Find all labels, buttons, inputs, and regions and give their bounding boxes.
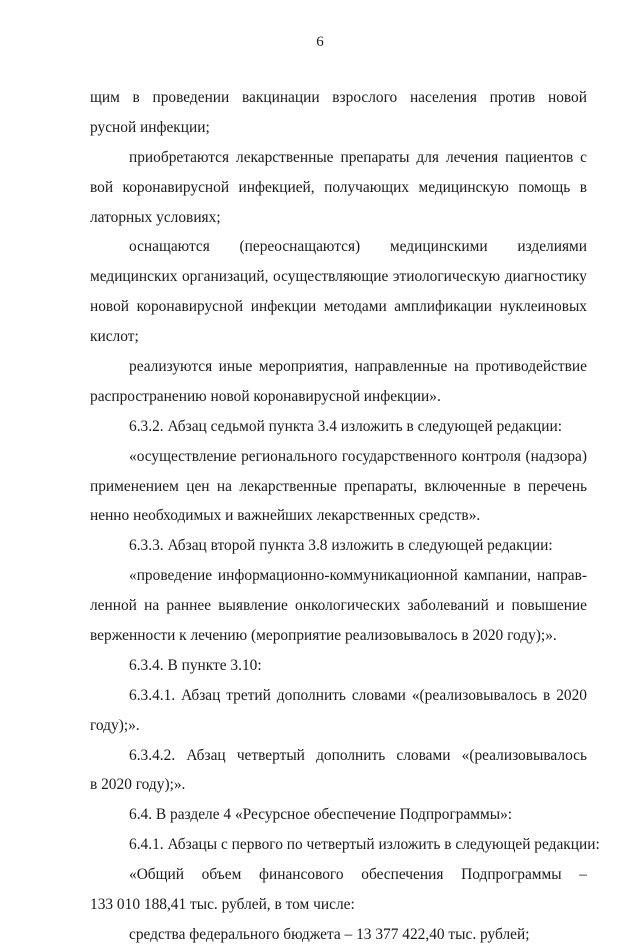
text-line: распространению новой коронавирусной инфекции». bbox=[90, 387, 441, 405]
text-line: «осуществление регионального государственного контроля (надзора) bbox=[129, 447, 587, 465]
text-line: оснащаются (переоснащаются) медицинскими изделиями bbox=[129, 238, 587, 256]
text-line: 6.3.4.1. Абзац третий дополнить словами «(реализовывалось в 2020 bbox=[129, 686, 587, 704]
text-line: кислот; bbox=[90, 328, 139, 346]
text-line: щим в проведении вакцинации взрослого населения против новой bbox=[90, 89, 587, 106]
text-line: новой коронавирусной инфекции методами амплификации нуклеиновых bbox=[90, 298, 587, 316]
text-line: 6.3.4.2. Абзац четвертый дополнить словами «(реализовывалось bbox=[129, 746, 587, 764]
text-line: верженности к лечению (мероприятие реализовывалось в 2020 году);». bbox=[90, 627, 557, 645]
text-line: 6.4.1. Абзацы с первого по четвертый изложить в следующей редакции: bbox=[129, 836, 600, 854]
text-line: «Общий объем финансового обеспечения Подпрограммы – bbox=[129, 866, 587, 884]
text-line: в 2020 году);». bbox=[90, 776, 186, 794]
text-line: средства федерального бюджета – 13 377 422,40 тыс. рублей; bbox=[129, 925, 530, 943]
document-body bbox=[90, 83, 600, 950]
text-line: ленной на раннее выявление онкологических заболеваний и повышение bbox=[90, 597, 587, 615]
text-line: приобретаются лекарственные препараты для лечения пациентов с bbox=[129, 148, 587, 166]
text-line: медицинских организаций, осуществляющие этиологическую диагностику bbox=[90, 268, 587, 286]
text-line: «проведение информационно-коммуникационной кампании, направ- bbox=[129, 567, 587, 585]
text-line: латорных условиях; bbox=[90, 208, 221, 226]
text-line: вой коронавирусной инфекцией, получающих медицинскую помощь в bbox=[90, 178, 587, 196]
text-line: ненно необходимых и важнейших лекарственных средств». bbox=[90, 507, 481, 525]
text-line: русной инфекции; bbox=[90, 118, 210, 136]
text-line: применением цен на лекарственные препараты, включенные в перечень bbox=[90, 477, 587, 495]
page-number: 6 bbox=[316, 34, 324, 50]
text-line: 6.3.3. Абзац второй пункта 3.8 изложить в следующей редакции: bbox=[129, 537, 553, 555]
text-line: 6.3.4. В пункте 3.10: bbox=[129, 656, 262, 674]
text-line: 133 010 188,41 тыс. рублей, в том числе: bbox=[90, 896, 355, 914]
text-line: реализуются иные мероприятия, направленные на противодействие bbox=[129, 358, 587, 376]
text-line: 6.3.2. Абзац седьмой пункта 3.4 изложить в следующей редакции: bbox=[129, 417, 563, 435]
text-line: году);». bbox=[90, 716, 140, 734]
text-line: 6.4. В разделе 4 «Ресурсное обеспечение Подпрограммы»: bbox=[129, 806, 513, 824]
